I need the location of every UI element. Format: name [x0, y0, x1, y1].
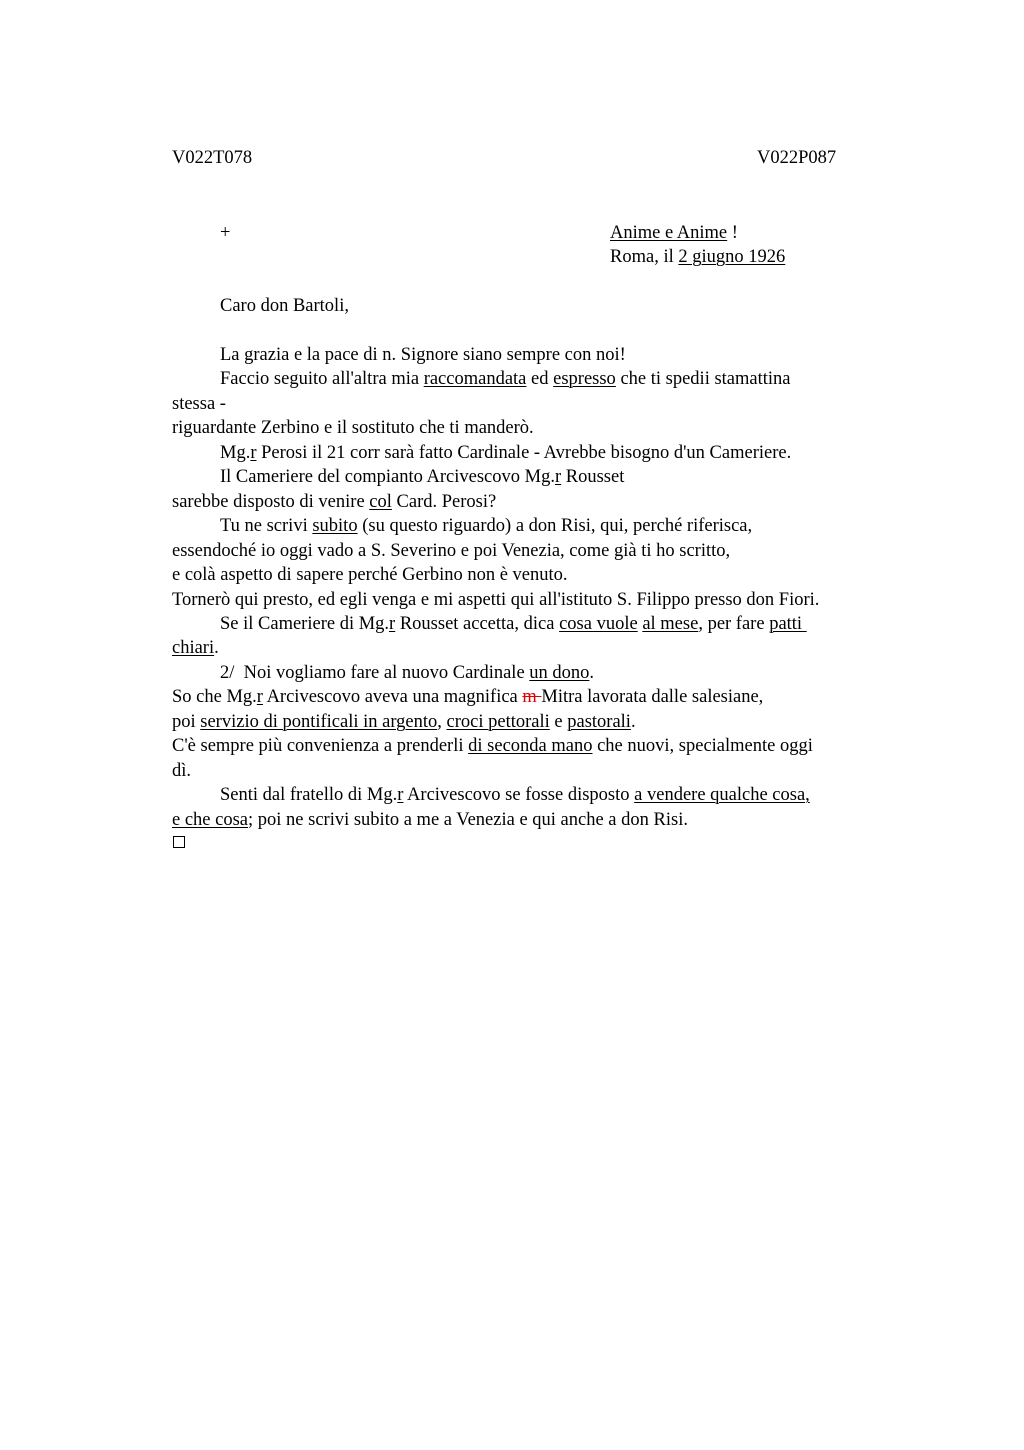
body-line-2 [220, 367, 791, 391]
text-span: Rousset [561, 467, 625, 487]
text-span: che nuovi, specialmente oggi [592, 736, 813, 756]
date: 2 giugno 1926 [678, 247, 786, 267]
body-line-1: La grazia e la pace di n. Signore siano sempre con noi! [220, 345, 626, 365]
underlined-text: subito [312, 516, 358, 536]
end-of-text-box-icon [173, 836, 185, 848]
text-span: So che Mg. [172, 687, 257, 707]
text-span: ; poi ne scrivi subito a me a Venezia e qui anche a don Risi. [248, 810, 688, 830]
text-span: C'è sempre più convenienza a prenderli [172, 736, 469, 756]
text-span: Il Cameriere del compianto Arcivescovo Mg. [220, 467, 555, 487]
text-span: poi [172, 712, 201, 732]
body-line-13 [172, 636, 219, 660]
deleted-text: m [522, 687, 542, 707]
text-span: che ti spedii stamattina [615, 369, 791, 389]
body-line-7 [172, 490, 496, 514]
text-span: Card. Perosi? [391, 492, 497, 512]
body-line-14 [220, 661, 594, 685]
text-span: Perosi il 21 corr sarà fatto Cardinale - Avrebbe bisogno d'un Cameriere. [256, 443, 792, 463]
document-code-right: V022P087 [757, 148, 837, 168]
document-code-left: V022T078 [172, 148, 253, 168]
underlined-text: cosa vuole [559, 614, 638, 634]
body-line-20 [172, 808, 688, 832]
underlined-text: espresso [553, 369, 616, 389]
text-span: Faccio seguito all'altra mia [220, 369, 424, 389]
body-line-19 [220, 783, 810, 807]
underlined-text: r [256, 687, 263, 707]
underlined-text: patti [769, 614, 807, 634]
body-line-10: e colà aspetto di sapere perché Gerbino non è venuto. [172, 565, 568, 585]
text-span: . [214, 638, 219, 658]
underlined-text: raccomandata [423, 369, 527, 389]
text-span: Tu ne scrivi [220, 516, 313, 536]
text-span: Arcivescovo aveva una magnifica [262, 687, 523, 707]
body-line-8 [220, 514, 752, 538]
cross-mark: + [220, 223, 231, 243]
underlined-text: croci pettorali [446, 712, 550, 732]
text-span: Mitra lavorata dalle salesiane, [541, 687, 764, 707]
underlined-text: col [369, 492, 392, 512]
text-span: Se il Cameriere di Mg. [220, 614, 390, 634]
text-span: . [589, 663, 595, 683]
text-span: Arcivescovo se fosse disposto [403, 785, 635, 805]
body-line-12 [220, 612, 807, 636]
text-span: , per fare [698, 614, 770, 634]
place-date-line [610, 245, 785, 269]
text-span: , [437, 712, 447, 732]
place: Roma, il [610, 247, 679, 267]
underlined-text: e che cosa [172, 810, 249, 830]
text-span: sarebbe disposto di venire [172, 492, 370, 512]
body-line-3: stessa - [172, 394, 226, 414]
underlined-text: di seconda mano [468, 736, 593, 756]
text-span: Rousset accetta, dica [395, 614, 560, 634]
underlined-text: r [554, 467, 562, 487]
underlined-text: r [250, 443, 257, 463]
text-span: 2/ Noi vogliamo fare al nuovo Cardinale [220, 663, 530, 683]
body-line-17 [172, 734, 813, 758]
underlined-text: r [389, 614, 396, 634]
text-span: (su questo riguardo) a don Risi, qui, perché riferisca, [357, 516, 753, 536]
text-span: e [549, 712, 568, 732]
underlined-text: chiari [172, 638, 215, 658]
body-line-16 [172, 710, 636, 734]
underlined-text: pastorali [567, 712, 631, 732]
underlined-text: a vendere qualche cosa, [634, 785, 810, 805]
body-line-4: riguardante Zerbino e il sostituto che ti manderò. [172, 418, 534, 438]
text-span: Senti dal fratello di Mg. [220, 785, 398, 805]
text-span: . [630, 712, 636, 732]
body-line-15 [172, 685, 763, 709]
motto-mark: ! [727, 223, 738, 243]
motto: Anime e Anime [610, 223, 728, 243]
body-line-9: essendoché io oggi vado a S. Severino e poi Venezia, come già ti ho scritto, [172, 541, 731, 561]
underlined-text: un dono [529, 663, 590, 683]
body-line-6 [220, 465, 624, 489]
motto-line [610, 221, 738, 245]
body-line-11: Tornerò qui presto, ed egli venga e mi aspetti qui all'istituto S. Filippo presso don Fiori. [172, 590, 820, 610]
salutation: Caro don Bartoli, [220, 296, 349, 316]
underlined-text: al mese [642, 614, 699, 634]
underlined-text: r [397, 785, 404, 805]
text-span: ed [526, 369, 554, 389]
text-span: Mg. [220, 443, 251, 463]
underlined-text: servizio di pontificali in argento [200, 712, 438, 732]
body-line-18: dì. [172, 761, 192, 781]
body-line-5 [220, 441, 791, 465]
